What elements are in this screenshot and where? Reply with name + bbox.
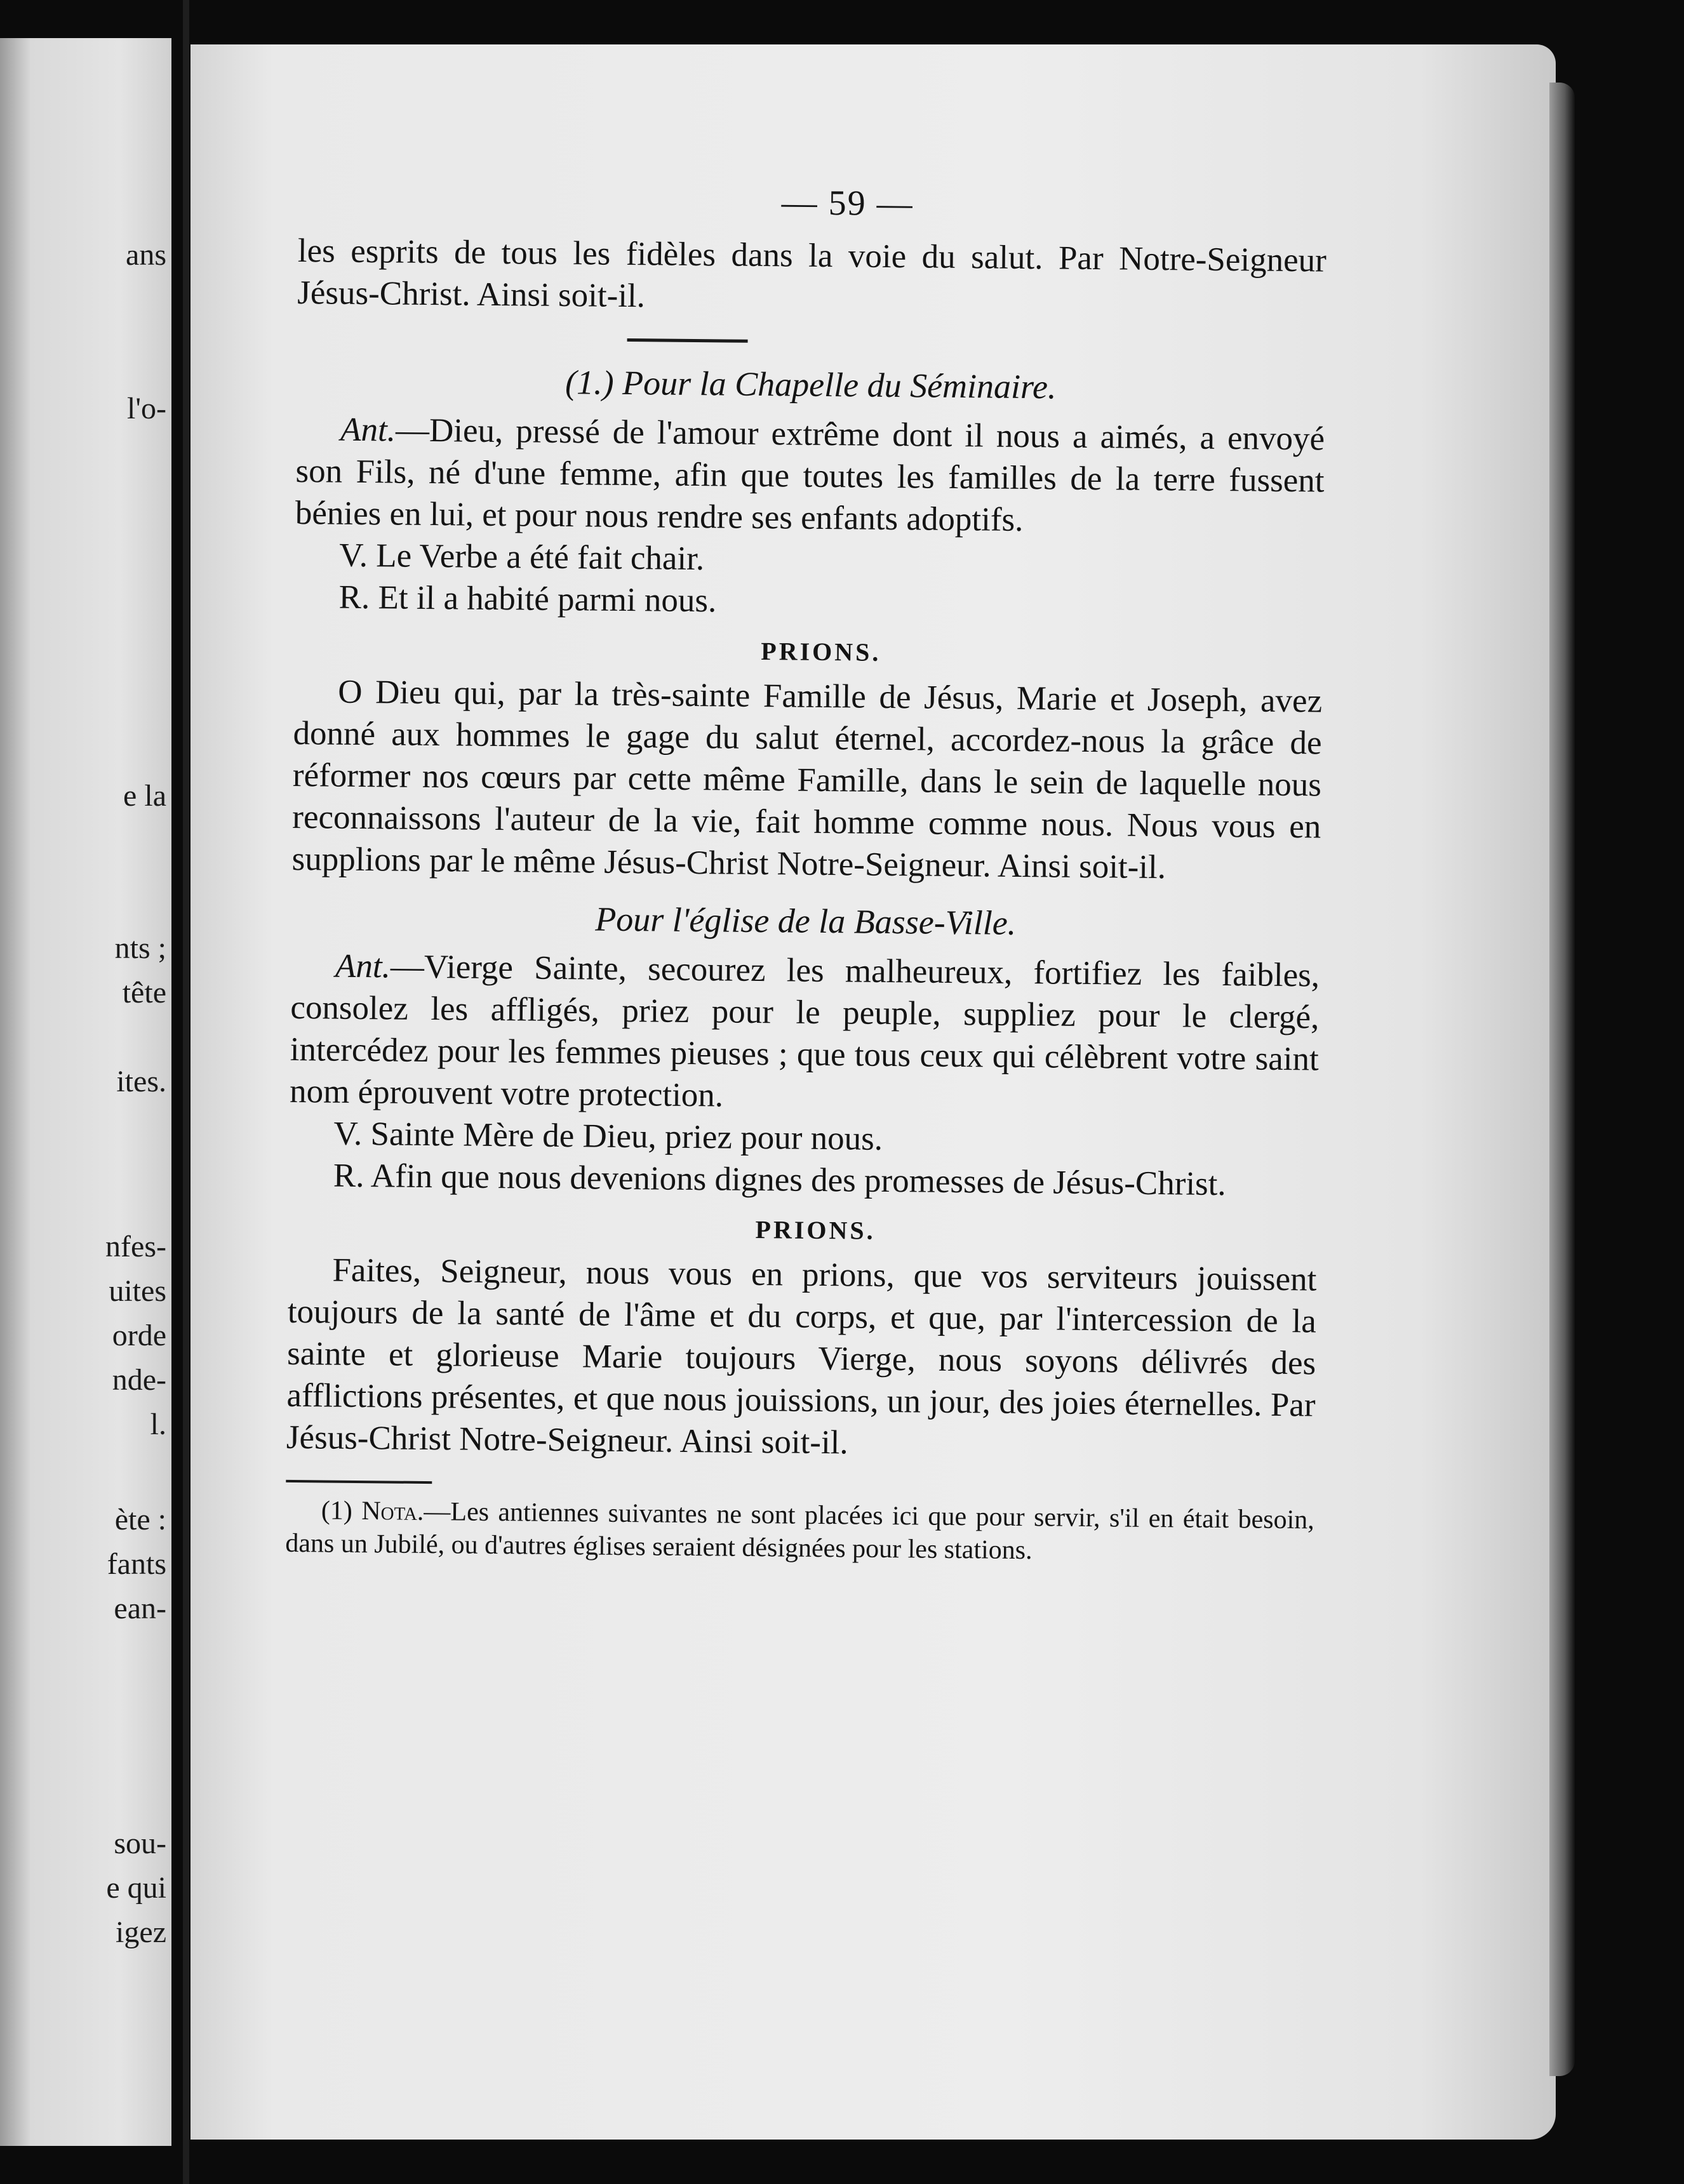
footnote (285, 1494, 1314, 1570)
left-fragment: tête (122, 976, 166, 1009)
section-divider (627, 338, 748, 343)
left-fragment: ites. (116, 1065, 166, 1098)
left-fragment: ans (126, 238, 166, 272)
book-gutter (183, 0, 189, 2184)
response: R. Afin que nous devenions dignes des promesses de Jésus-Christ. (333, 1157, 1226, 1203)
left-fragment: uites (109, 1274, 166, 1308)
left-fragment: sou- (114, 1827, 166, 1860)
left-fragment: nfes- (105, 1230, 166, 1263)
left-fragment: e la (123, 779, 166, 813)
left-fragment: orde (112, 1319, 166, 1352)
left-fragment: fants (107, 1547, 166, 1581)
left-facing-page (0, 38, 171, 2146)
prayer-label: PRIONS. (755, 1215, 876, 1245)
footnote-label: Nota. (361, 1496, 424, 1526)
section-heading: (1.) Pour la Chapelle du Séminaire. (565, 363, 1057, 406)
prayer-label: PRIONS. (761, 637, 881, 667)
left-fragment: ète : (114, 1503, 166, 1536)
page-number: — 59 — (781, 183, 914, 224)
section-heading: Pour l'église de la Basse-Ville. (595, 900, 1017, 942)
ant-label: Ant. (340, 411, 396, 449)
footnote-text: —Les antiennes suivantes ne sont placées ici que pour servir, s'il en était besoin, dans un Jubilé, ou d'autres églises seraient désignées pour les stations. (285, 1496, 1315, 1566)
prayer-paragraph: O Dieu qui, par la très-sainte Famille de Jésus, Marie et Joseph, avez donné aux hommes le gage du salut éternel, accordez-nous la grâce de réformer nos cœurs par cette même Famille, dans le sein de laquelle nous reconnaissons l'auteur de la vie, fait homme comme nous. Nous vous en supplions par le même Jésus-Christ Notre-Seigneur. Ainsi soit-il. (291, 673, 1323, 886)
left-fragment: nde- (112, 1363, 166, 1397)
left-fragment: l'o- (127, 392, 166, 425)
opening-paragraph: les esprits de tous les fidèles dans la voie du salut. Par Notre-Seigneur Jésus-Christ. Ainsi soit-il. (297, 232, 1327, 315)
left-fragment: nts ; (114, 931, 166, 965)
versicle: V. Sainte Mère de Dieu, priez pour nous. (333, 1115, 883, 1157)
page-edge-shadow (1549, 83, 1575, 2076)
footnote-divider (286, 1480, 432, 1484)
antiphon-text: —Vierge Sainte, secourez les malheureux, fortifiez les faibles, consolez les affligés, priez pour le peuple, suppliez pour le clergé, intercédez pour les femmes pieuses ; que tous ceux qui célèbrent votre saint nom éprouvent votre protection. (289, 948, 1320, 1114)
left-fragment: ean- (114, 1592, 166, 1625)
antiphon-text: —Dieu, pressé de l'amour extrême dont il nous a aimés, a envoyé son Fils, né d'une femme, afin que toutes les familles de la terre fussent bénies en lui, et pour nous rendre ses enfants adoptifs. (295, 411, 1325, 538)
ant-label: Ant. (335, 947, 391, 985)
page-content (285, 178, 1327, 1569)
footnote-marker: (1) (321, 1496, 353, 1526)
response: R. Et il a habité parmi nous. (338, 578, 717, 620)
antiphon-paragraph (295, 408, 1325, 544)
left-fragment: l. (150, 1408, 166, 1441)
prayer-paragraph: Faites, Seigneur, nous vous en prions, que vos serviteurs jouissent toujours de la santé de l'âme et du corps, et que, par l'intercession de la sainte et glorieuse Marie toujours Vierge, nous soyons délivrés des afflictions présentes, et que nous jouissions, un jour, des joies éternelles. Par Jésus-Christ Notre-Seigneur. Ainsi soit-il. (286, 1251, 1317, 1462)
versicle: V. Le Verbe a été fait chair. (339, 536, 705, 578)
left-fragment: igez (116, 1915, 166, 1949)
left-fragment: e qui (106, 1871, 166, 1905)
antiphon-paragraph (290, 945, 1320, 1122)
